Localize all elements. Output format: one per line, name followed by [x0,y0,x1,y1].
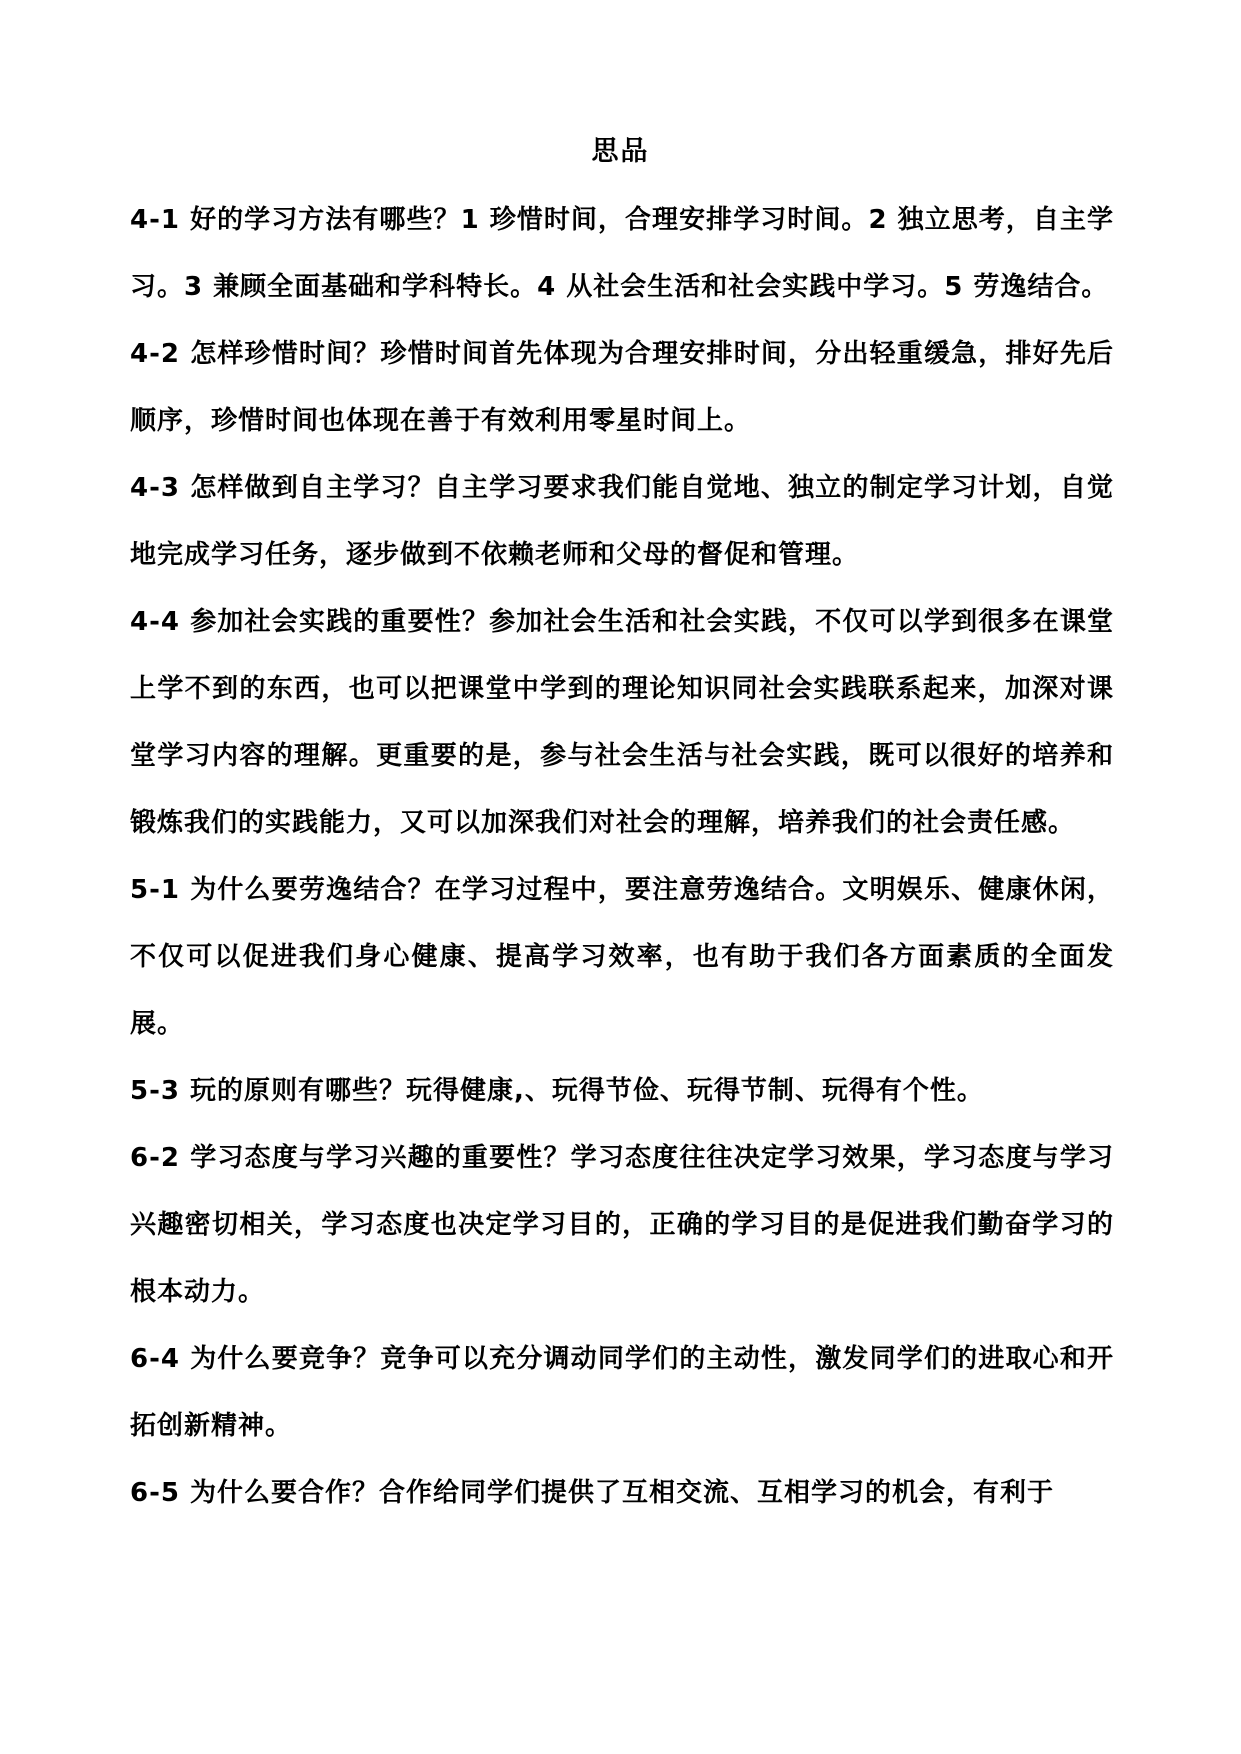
paragraph-4-1: 4-1 好的学习方法有哪些？1 珍惜时间，合理安排学习时间。2 独立思考，自主学习。3 兼顾全面基础和学科特长。4 从社会生活和社会实践中学习。5 劳逸结合。 [130,205,1114,302]
paragraph-5-3: 5-3 玩的原则有哪些？玩得健康,、玩得节俭、玩得节制、玩得有个性。 [130,1076,984,1106]
paragraph-6-4: 6-4 为什么要竞争？竞争可以充分调动同学们的主动性，激发同学们的进取心和开拓创新精神。 [130,1344,1114,1441]
page-title: 思品 [591,136,650,167]
paragraph-6-2: 6-2 学习态度与学习兴趣的重要性？学习态度往往决定学习效果，学习态度与学习兴趣密切相关，学习态度也决定学习目的，正确的学习目的是促进我们勤奋学习的根本动力。 [130,1143,1114,1307]
paragraph-4-3: 4-3 怎样做到自主学习？自主学习要求我们能自觉地、独立的制定学习计划，自觉地完成学习任务，逐步做到不依赖老师和父母的督促和管理。 [130,473,1114,570]
paragraph-6-5: 6-5 为什么要合作？合作给同学们提供了互相交流、互相学习的机会，有利于 [130,1478,1055,1508]
paragraph-4-2: 4-2 怎样珍惜时间？珍惜时间首先体现为合理安排时间，分出轻重缓急，排好先后顺序，珍惜时间也体现在善于有效利用零星时间上。 [130,339,1114,436]
document-body [130,187,1114,1527]
paragraph-5-1: 5-1 为什么要劳逸结合？在学习过程中，要注意劳逸结合。文明娱乐、健康休闲，不仅可以促进我们身心健康、提高学习效率，也有助于我们各方面素质的全面发展。 [130,875,1114,1039]
paragraph-4-4: 4-4 参加社会实践的重要性？参加社会生活和社会实践，不仅可以学到很多在课堂上学不到的东西，也可以把课堂中学到的理论知识同社会实践联系起来，加深对课堂学习内容的理解。更重要的是，参与社会生活与社会实践，既可以很好的培养和锻炼我们的实践能力，又可以加深我们对社会的理解，培养我们的社会责任感。 [130,607,1114,838]
